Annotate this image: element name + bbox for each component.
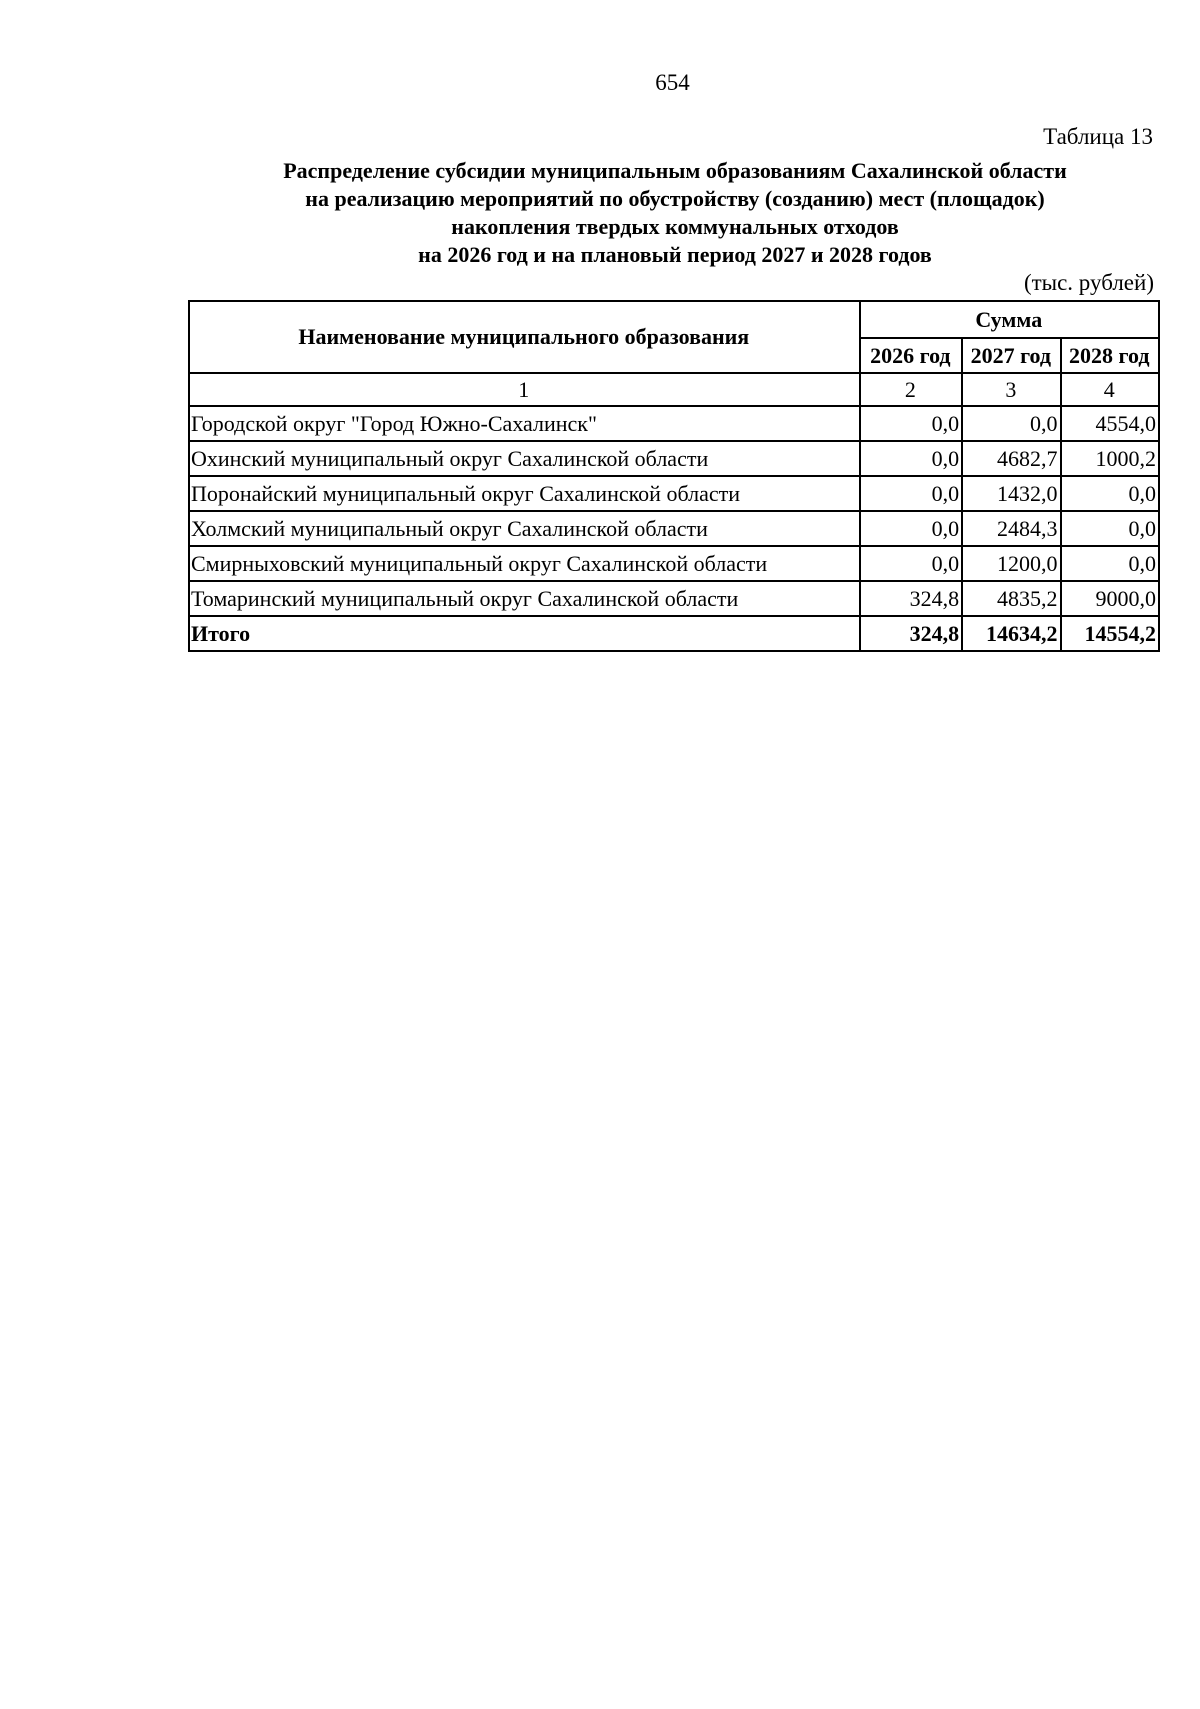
title-line-2: на реализацию мероприятий по обустройству (созданию) мест (площадок): [305, 186, 1045, 211]
value-2027: 4682,7: [962, 441, 1060, 476]
document-title: [188, 157, 1162, 269]
column-number-row: [189, 373, 1159, 406]
column-number: 4: [1061, 373, 1159, 406]
municipality-name: Томаринский муниципальный округ Сахалинской области: [189, 581, 860, 616]
value-2027: 4835,2: [962, 581, 1060, 616]
value-2026: 0,0: [860, 511, 963, 546]
total-2027: 14634,2: [962, 616, 1060, 651]
value-2028: 0,0: [1061, 511, 1159, 546]
column-number: 3: [962, 373, 1060, 406]
title-line-4: на 2026 год и на плановый период 2027 и 2028 годов: [418, 242, 932, 267]
total-row: [189, 616, 1159, 651]
page-number: 654: [655, 70, 690, 95]
header-sum: Сумма: [860, 301, 1159, 338]
value-2026: 324,8: [860, 581, 963, 616]
table-row: [189, 546, 1159, 581]
title-line-1: Распределение субсидии муниципальным образованиям Сахалинской области: [283, 158, 1067, 183]
value-2027: 0,0: [962, 406, 1060, 441]
header-year-2026: 2026 год: [860, 338, 963, 373]
table-row: [189, 441, 1159, 476]
header-year-2027: 2027 год: [962, 338, 1060, 373]
column-number: 2: [860, 373, 963, 406]
column-number: 1: [189, 373, 860, 406]
value-2027: 1432,0: [962, 476, 1060, 511]
header-year-2028: 2028 год: [1061, 338, 1159, 373]
municipality-name: Холмский муниципальный округ Сахалинской области: [189, 511, 860, 546]
total-2028: 14554,2: [1061, 616, 1159, 651]
value-2026: 0,0: [860, 441, 963, 476]
table-row: [189, 581, 1159, 616]
units-label: (тыс. рублей): [1023, 270, 1154, 295]
value-2028: 0,0: [1061, 476, 1159, 511]
municipality-name: Охинский муниципальный округ Сахалинской области: [189, 441, 860, 476]
table-row: [189, 406, 1159, 441]
title-line-3: накопления твердых коммунальных отходов: [451, 214, 899, 239]
municipality-name: Смирныховский муниципальный округ Сахалинской области: [189, 546, 860, 581]
table-row: [189, 476, 1159, 511]
value-2028: 9000,0: [1061, 581, 1159, 616]
value-2026: 0,0: [860, 546, 963, 581]
header-name: Наименование муниципального образования: [189, 301, 860, 373]
table-label: Таблица 13: [1043, 124, 1153, 149]
value-2026: 0,0: [860, 406, 963, 441]
value-2028: 0,0: [1061, 546, 1159, 581]
value-2026: 0,0: [860, 476, 963, 511]
total-2026: 324,8: [860, 616, 963, 651]
table-row: [189, 511, 1159, 546]
value-2028: 4554,0: [1061, 406, 1159, 441]
subsidy-table: [188, 300, 1160, 652]
value-2028: 1000,2: [1061, 441, 1159, 476]
municipality-name: Городской округ "Город Южно-Сахалинск": [189, 406, 860, 441]
municipality-name: Поронайский муниципальный округ Сахалинской области: [189, 476, 860, 511]
value-2027: 1200,0: [962, 546, 1060, 581]
total-label: Итого: [189, 616, 860, 651]
value-2027: 2484,3: [962, 511, 1060, 546]
